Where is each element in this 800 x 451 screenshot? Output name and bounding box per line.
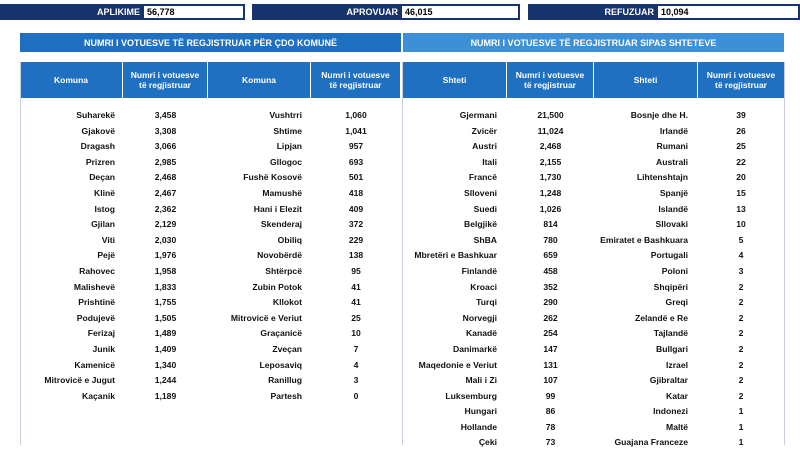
table-row: Spanjë (659, 187, 688, 198)
table-cell-value: 3 (738, 265, 744, 276)
header-numri-b-line1: Numri i votuesve (321, 70, 390, 80)
table-row: Shqipëri (653, 281, 688, 292)
table-row: Skenderaj (260, 219, 302, 230)
table-cell-value: 458 (543, 265, 558, 276)
table-row: Hani i Elezit (253, 203, 302, 214)
table-row: Kamenicë (74, 359, 115, 370)
table-row: ShBA (473, 234, 497, 245)
shteti-b-names (594, 108, 688, 451)
table-row: Lipjan (276, 141, 302, 152)
header-shteti-b-label: Shteti (633, 75, 658, 85)
shteti-a-names (403, 108, 497, 451)
table-cell-value: 1,958 (154, 265, 177, 276)
table-row: Leposaviq (259, 359, 302, 370)
table-cell-value: 73 (545, 437, 556, 448)
table-cell-value: 1,060 (345, 110, 367, 120)
table-row: Gjakovë (81, 125, 115, 136)
table-row: Viti (101, 234, 115, 245)
table-cell-value: 39 (736, 110, 746, 120)
aprovuar-stat (252, 4, 520, 20)
table-row: Fushë Kosovë (243, 172, 302, 183)
table-cell-value: 1,730 (539, 172, 562, 183)
table-cell-value: 99 (545, 390, 556, 401)
table-cell-value: 1,244 (154, 375, 177, 386)
table-row: Suharekë (76, 110, 115, 120)
table-cell-value: 86 (545, 406, 556, 417)
table-cell-value: 814 (543, 219, 558, 230)
table-row: Istog (94, 203, 115, 214)
table-cell-value: 1,409 (154, 343, 177, 354)
table-cell-value: 2 (738, 390, 744, 401)
table-row: Katar (666, 390, 688, 401)
table-row: Rumani (656, 141, 688, 152)
table-row: Turqi (476, 297, 497, 308)
table-cell-value: 25 (351, 312, 361, 323)
table-row: Bosnje dhe H. (630, 110, 688, 120)
table-row: Danimarkë (453, 343, 497, 354)
table-cell-value: 1,489 (154, 328, 177, 339)
table-row: Hollande (460, 421, 497, 432)
table-row: Novobërdë (257, 250, 302, 261)
refuzuar-value: 10,094 (658, 6, 798, 18)
table-row: Maqedonie e Veriut (418, 359, 497, 370)
header-numri-c-label (516, 70, 585, 90)
table-cell-value: 25 (736, 141, 746, 152)
table-row: Rahovec (79, 265, 115, 276)
table-cell-value: 659 (543, 250, 558, 261)
table-cell-value: 957 (348, 141, 364, 152)
header-numri-d-label (707, 70, 776, 90)
table-row: Islandë (658, 203, 688, 214)
table-row: Slloveni (464, 187, 497, 198)
table-row: Belgjikë (464, 219, 497, 230)
table-cell-value: 2 (738, 343, 744, 354)
table-row: Shtërpcë (265, 265, 302, 276)
table-cell-value: 2 (738, 281, 744, 292)
table-row: Itali (482, 156, 497, 167)
table-cell-value: 2 (738, 328, 744, 339)
table-row: Kroaci (470, 281, 497, 292)
table-row: Podujevë (76, 312, 115, 323)
refuzuar-stat (528, 4, 800, 20)
komuna-b-names (208, 108, 302, 404)
table-cell-value: 21,500 (537, 110, 564, 120)
table-cell-value: 2 (738, 312, 744, 323)
shteti-a-values (507, 108, 594, 451)
table-row: Tajlandë (653, 328, 688, 339)
table-cell-value: 254 (543, 328, 558, 339)
table-row: Portugali (650, 250, 688, 261)
table-row: Shtime (273, 125, 302, 136)
table-cell-value: 2,468 (539, 141, 562, 152)
table-cell-value: 2,129 (154, 219, 177, 230)
table-row: Irlandë (659, 125, 688, 136)
table-row: Zvicër (471, 125, 497, 136)
table-cell-value: 13 (736, 203, 746, 214)
table-cell-value: 418 (348, 187, 364, 198)
header-komuna-a (20, 62, 123, 98)
table-row: Gjermani (459, 110, 497, 120)
table-cell-value: 11,024 (537, 125, 564, 136)
table-cell-value: 290 (543, 297, 558, 308)
table-row: Izrael (666, 359, 688, 370)
aplikime-label: APLIKIME (96, 7, 140, 17)
table-row: Maltë (666, 421, 688, 432)
table-row: Zubin Potok (252, 281, 302, 292)
table-row: Australi (656, 156, 688, 167)
table-cell-value: 2,155 (539, 156, 562, 167)
table-cell-value: 15 (736, 187, 746, 198)
table-cell-value: 262 (543, 312, 558, 323)
header-numri-c-line1: Numri i votuesve (515, 70, 585, 80)
table-row: Emiratet e Bashkuara (600, 234, 688, 245)
table-row: Mali i Zi (465, 375, 497, 386)
table-cell-value: 501 (348, 172, 364, 183)
table-row: Zelandë e Re (634, 312, 688, 323)
table-row: Gjibraltar (649, 375, 688, 386)
table-cell-value: 229 (348, 234, 364, 245)
komuna-a-values (123, 108, 208, 404)
table-cell-value: 372 (348, 219, 364, 230)
table-row: Kaçanik (82, 390, 115, 401)
table-cell-value: 1,189 (154, 390, 177, 401)
table-row: Graçanicë (260, 328, 302, 339)
header-numri-b-line2: të regjistruar (329, 80, 382, 90)
header-numri-b (311, 62, 401, 98)
table-cell-value: 2,468 (154, 172, 177, 183)
table-cell-value: 131 (543, 359, 558, 370)
table-cell-value: 3 (353, 375, 359, 386)
table-cell-value: 2,467 (154, 187, 177, 198)
table-cell-value: 2,030 (154, 234, 177, 245)
table-cell-value: 1,976 (154, 250, 177, 261)
header-komuna-b-label: Komuna (242, 75, 276, 85)
table-cell-value: 1,505 (154, 312, 177, 323)
table-cell-value: 1,833 (154, 281, 177, 292)
header-numri-d-line1: Numri i votuesve (706, 70, 776, 80)
table-cell-value: 10 (736, 219, 746, 230)
header-numri-b-label (321, 70, 390, 90)
table-cell-value: 1,041 (345, 125, 367, 136)
table-cell-value: 4 (738, 250, 744, 261)
table-cell-value: 78 (545, 421, 556, 432)
table-row: Greqi (665, 297, 688, 308)
header-komuna-a-label: Komuna (54, 75, 88, 85)
table-cell-value: 409 (348, 203, 364, 214)
header-numri-c (507, 62, 594, 98)
section-title-komuna: NUMRI I VOTUESVE TË REGJISTRUAR PËR ÇDO KOMUNË (20, 33, 401, 52)
table-row: Vushtrri (269, 110, 302, 120)
table-cell-value: 1 (738, 421, 744, 432)
table-cell-value: 22 (736, 156, 746, 167)
header-shteti-a (403, 62, 507, 98)
table-cell-value: 1,248 (539, 187, 562, 198)
table-row: Ranillug (268, 375, 302, 386)
table-cell-value: 147 (543, 343, 558, 354)
table-row: Prizren (85, 156, 115, 167)
table-cell-value: 10 (351, 328, 361, 339)
table-row: Çeki (478, 437, 497, 448)
table-row: Pejë (97, 250, 115, 261)
table-row: Mitrovicë e Veriut (230, 312, 302, 323)
table-row: Gllogoc (270, 156, 302, 167)
aprovuar-label: APROVUAR (346, 7, 398, 17)
komuna-a-names (20, 108, 115, 404)
section-title-shteti: NUMRI I VOTUESVE TË REGJISTRUAR SIPAS SHTETEVE (403, 33, 784, 52)
table-row: Prishtinë (78, 297, 115, 308)
table-row: Finlandë (461, 265, 497, 276)
aprovuar-value: 46,015 (402, 6, 518, 18)
refuzuar-label: REFUZUAR (604, 7, 654, 17)
table-cell-value: 20 (736, 172, 746, 183)
table-row: Guajana Franceze (614, 437, 688, 448)
table-row: Ferizaj (87, 328, 115, 339)
table-row: Hungari (464, 406, 497, 417)
header-numri-a-label (131, 70, 200, 90)
table-row: Gjilan (91, 219, 115, 230)
table-row: Klinë (93, 187, 115, 198)
header-numri-c-line2: të regjistruar (524, 80, 576, 90)
table-row: Luksemburg (445, 390, 497, 401)
table-row: Lihtenshtajn (636, 172, 688, 183)
table-cell-value: 4 (353, 359, 359, 370)
table-cell-value: 41 (351, 297, 361, 308)
header-komuna-b (208, 62, 311, 98)
table-cell-value: 95 (351, 265, 361, 276)
table-row: Zveçan (272, 343, 302, 354)
table-cell-value: 780 (543, 234, 558, 245)
table-cell-value: 3,308 (154, 125, 177, 136)
table-row: Mitrovicë e Jugut (44, 375, 115, 386)
table-cell-value: 41 (351, 281, 361, 292)
table-cell-value: 2,985 (154, 156, 177, 167)
table-row: Partesh (270, 390, 302, 401)
table-cell-value: 1 (738, 437, 744, 448)
table-cell-value: 26 (736, 125, 746, 136)
table-row: Mbretëri e Bashkuar (414, 250, 497, 261)
table-cell-value: 3,458 (154, 110, 177, 120)
komuna-b-values (311, 108, 401, 404)
table-cell-value: 7 (353, 343, 359, 354)
header-numri-a-line2: të regjistruar (139, 80, 191, 90)
table-cell-value: 2,362 (154, 203, 177, 214)
table-row: Indonezi (653, 406, 688, 417)
divider-right-edge (784, 62, 785, 445)
table-cell-value: 2 (738, 359, 744, 370)
table-row: Dragash (80, 141, 115, 152)
table-cell-value: 2 (738, 375, 744, 386)
table-row: Kanadë (465, 328, 497, 339)
header-shteti-b (594, 62, 698, 98)
aplikime-value: 56,778 (144, 6, 243, 18)
header-numri-a-line1: Numri i votuesve (130, 70, 200, 80)
table-row: Sllovaki (655, 219, 688, 230)
table-row: Kllokot (272, 297, 302, 308)
header-shteti-a-label: Shteti (442, 75, 467, 85)
table-cell-value: 1,340 (154, 359, 177, 370)
table-row: Austri (472, 141, 497, 152)
table-row: Norvegji (462, 312, 497, 323)
table-cell-value: 1,026 (539, 203, 562, 214)
table-cell-value: 1 (738, 406, 744, 417)
table-cell-value: 2 (738, 297, 744, 308)
table-cell-value: 352 (543, 281, 558, 292)
table-cell-value: 3,066 (154, 141, 177, 152)
table-row: Deçan (89, 172, 115, 183)
table-row: Malishevë (73, 281, 115, 292)
table-row: Obiliq (277, 234, 302, 245)
aplikime-stat (0, 4, 245, 20)
shteti-b-values (698, 108, 784, 451)
table-cell-value: 107 (543, 375, 558, 386)
table-row: Suedi (473, 203, 497, 214)
table-row: Poloni (661, 265, 688, 276)
table-cell-value: 0 (353, 390, 359, 401)
header-numri-d-line2: të regjistruar (715, 80, 767, 90)
table-row: Bullgari (656, 343, 688, 354)
table-row: Francë (468, 172, 497, 183)
table-row: Junik (92, 343, 115, 354)
table-cell-value: 693 (348, 156, 364, 167)
table-cell-value: 1,755 (154, 297, 177, 308)
table-cell-value: 5 (738, 234, 744, 245)
table-cell-value: 138 (348, 250, 364, 261)
table-row: Mamushë (262, 187, 302, 198)
header-numri-d (698, 62, 784, 98)
header-numri-a (123, 62, 208, 98)
